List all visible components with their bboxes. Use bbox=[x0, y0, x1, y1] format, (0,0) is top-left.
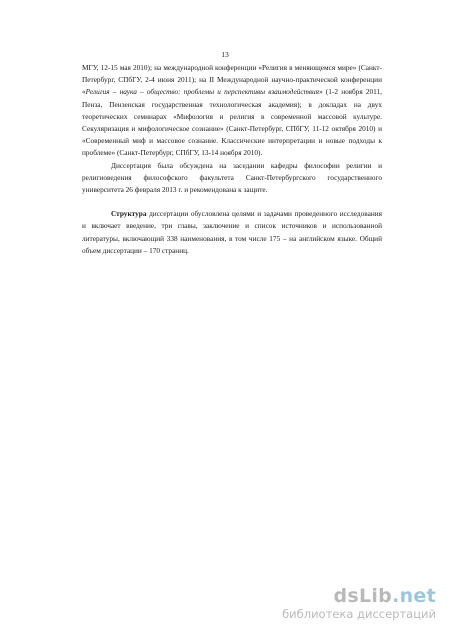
watermark-brand-main: dsLib bbox=[333, 585, 393, 607]
paragraph-text: диссертации обусловлена целями и задачами проведенного исследования и включает введение, три главы, заключение и список источников и использованной литературы, включающий 338 наименования, в том числе 175 – на английском языке. Общий объем диссертации – 170 страниц. bbox=[82, 209, 382, 255]
paragraph-structure bbox=[82, 208, 382, 257]
paragraph-conferences bbox=[82, 62, 382, 160]
paragraph-text: МГУ, 12-15 мая 2010); на международной конференции «Религия в меняющемся мире» (Санкт-Петербург, СПбГУ, 2-4 июня 2011); на II Международной научно-практической конференции « bbox=[82, 63, 382, 97]
document-body bbox=[82, 62, 382, 257]
structure-heading-bold: Структура bbox=[111, 209, 147, 219]
conference-title-italic: Религия – наука – общество: проблемы и перспективы взаимодействия bbox=[85, 87, 320, 97]
dslib-watermark bbox=[282, 587, 436, 621]
page-number: 13 bbox=[221, 50, 229, 59]
watermark-brand-suffix: .net bbox=[392, 585, 436, 607]
paragraph-text: » (1-2 ноября 2011, Пенза, Пензенская государственная технологическая академия); в докладах на двух теоретических семинарах «Мифология и религия в современной массовой культуре. Секуляризация и мифологическое сознание» (Санкт-Петербург, СПбГУ, 11-12 октября 2010) и «Современный миф и массовое сознание. Классические интерпретации и новые подходы к проблеме» (Санкт-Петербург, СПбГУ, 13-14 ноября 2010). bbox=[82, 87, 382, 158]
watermark-tagline: библиотека диссертаций bbox=[282, 607, 436, 621]
paragraph-discussion: Диссертация была обсуждена на заседании кафедры философии религии и религиоведения философского факультета Санкт-Петербургского государственного университета 26 февраля 2013 г. и рекомендована к защите. bbox=[82, 160, 382, 195]
watermark-logo bbox=[282, 587, 436, 606]
